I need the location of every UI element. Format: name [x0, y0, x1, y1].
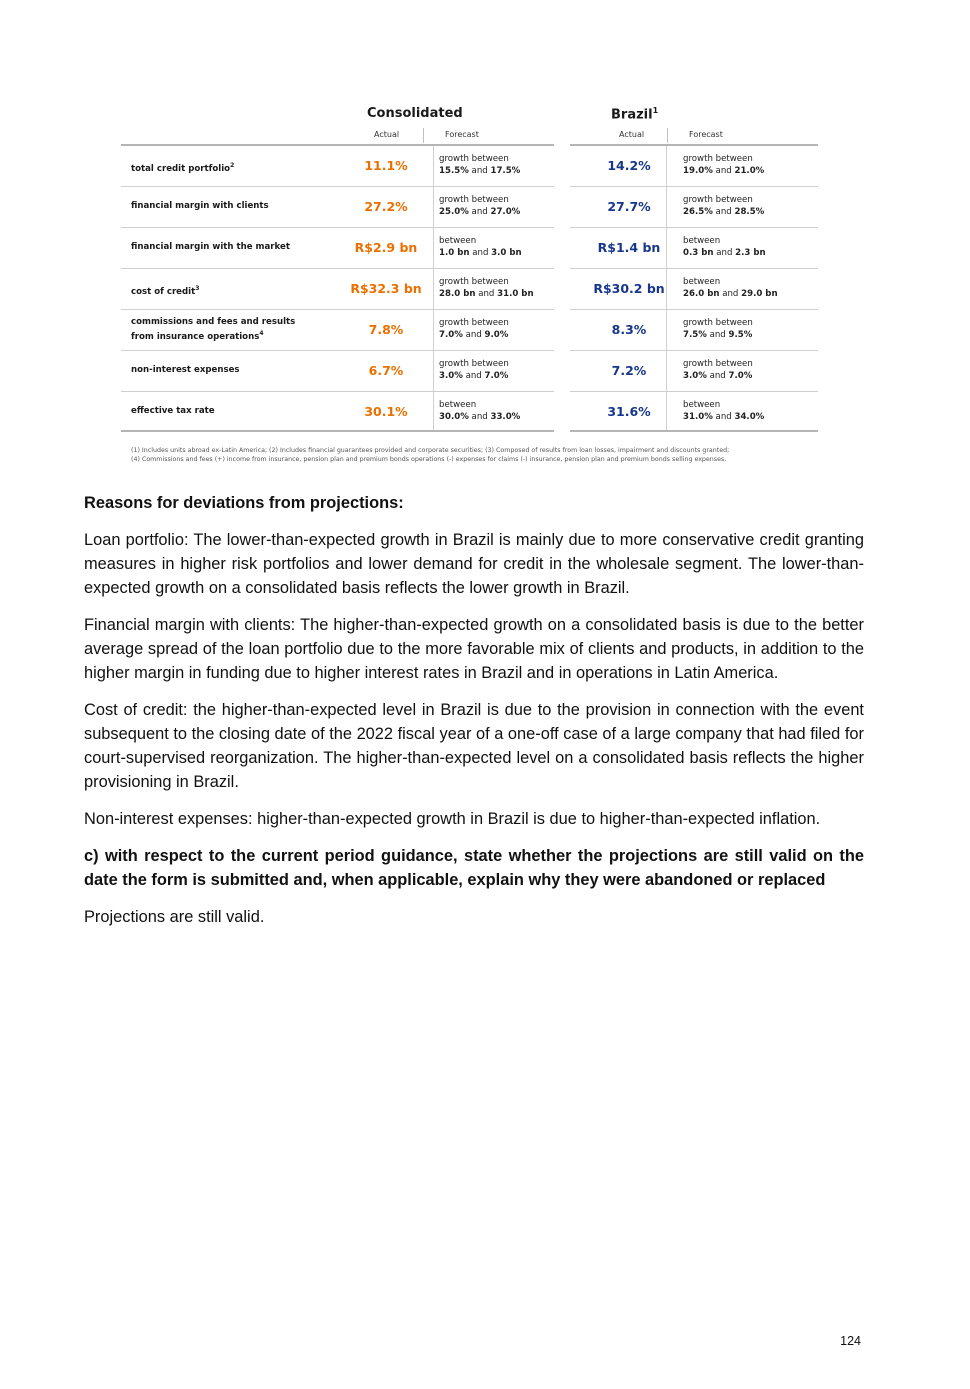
row-label-footnote: 3 [195, 285, 200, 292]
forecast-low: 26.5% [683, 207, 713, 217]
table-footnotes [131, 446, 831, 464]
forecast-column-line [666, 146, 667, 430]
forecast-line1: growth between [439, 359, 509, 369]
br-actual-value: R$1.4 bn [597, 240, 661, 255]
row-label-text: financial margin with clients [131, 201, 269, 211]
forecast-line1: growth between [683, 318, 753, 328]
row-separator [570, 268, 818, 269]
forecast-line2 [683, 288, 778, 300]
forecast-and: and [712, 166, 735, 176]
br-forecast [683, 276, 778, 300]
forecast-line1: growth between [439, 318, 509, 328]
brazil-title-footnote: 1 [652, 106, 659, 115]
forecast-and: and [719, 289, 742, 299]
cons-actual-header: Actual [374, 130, 400, 139]
row-label-text-line2: from insurance operations [131, 331, 260, 342]
cons-actual-value: 6.7% [368, 363, 404, 378]
body-text [84, 491, 864, 942]
row-label [131, 317, 295, 343]
forecast-and: and [712, 207, 735, 217]
forecast-line2 [439, 329, 509, 341]
row-label-text: commissions and fees and results [131, 317, 296, 327]
table-row [121, 392, 821, 430]
forecast-high: 29.0 bn [741, 289, 778, 299]
forecast-high: 7.0% [728, 371, 753, 381]
forecast-line1: between [683, 400, 721, 410]
forecast-line1: between [683, 277, 721, 287]
table-row [121, 269, 821, 309]
br-forecast [683, 194, 764, 218]
forecast-and: and [469, 248, 492, 258]
forecast-line1: growth between [683, 195, 753, 205]
forecast-high: 2.3 bn [735, 248, 766, 258]
forecast-line2 [683, 247, 766, 259]
section-heading: Reasons for deviations from projections: [84, 494, 404, 512]
forecast-low: 7.0% [439, 330, 463, 340]
consolidated-title: Consolidated [367, 106, 463, 121]
table-row [121, 310, 821, 351]
forecast-and: and [475, 289, 498, 299]
forecast-and: and [468, 166, 491, 176]
forecast-high: 34.0% [734, 412, 765, 422]
cons-forecast [439, 317, 509, 341]
row-label-text: non-interest expenses [131, 365, 240, 375]
forecast-high: 28.5% [734, 207, 765, 217]
forecast-and: and [468, 207, 491, 217]
forecast-low: 3.0% [439, 371, 463, 381]
forecast-line1: between [683, 236, 721, 246]
row-separator [570, 391, 818, 392]
forecast-low: 15.5% [439, 166, 469, 176]
section-heading-c: c) with respect to the current period guidance, state whether the projections are still valid on the date the form is submitted and, when applicable, explain why they were abandoned or replaced [84, 847, 864, 889]
forecast-low: 30.0% [439, 412, 469, 422]
forecast-low: 3.0% [683, 371, 707, 381]
row-label-text: effective tax rate [131, 406, 215, 416]
cons-forecast [439, 276, 534, 300]
br-actual-header: Actual [619, 130, 645, 139]
forecast-line1: between [439, 400, 477, 410]
forecast-low: 1.0 bn [439, 248, 470, 258]
row-label [131, 406, 215, 417]
forecast-line2 [683, 165, 764, 177]
paragraph-loan-portfolio: Loan portfolio: The lower-than-expected growth in Brazil is mainly due to more conservative credit granting measures in higher risk portfolios and lower demand for credit in the wholesale segment. The lower-than-expected growth on a consolidated basis reflects the lower growth in Brazil. [84, 531, 864, 597]
cons-forecast [439, 235, 522, 259]
br-forecast [683, 235, 766, 259]
br-actual-value: 7.2% [611, 363, 647, 378]
forecast-line2 [439, 370, 509, 382]
br-forecast [683, 358, 753, 382]
forecast-line2 [439, 411, 520, 423]
forecast-line1: growth between [439, 195, 509, 205]
br-forecast-header: Forecast [689, 130, 723, 139]
forecast-line2 [683, 411, 764, 423]
cons-actual-value: 30.1% [364, 404, 408, 419]
row-separator [121, 186, 554, 187]
cons-forecast [439, 153, 520, 177]
forecast-line1: growth between [683, 154, 753, 164]
cons-forecast [439, 194, 520, 218]
row-separator [121, 350, 554, 351]
row-separator [570, 227, 818, 228]
forecast-and: and [712, 412, 735, 422]
bottom-rule-consolidated [121, 430, 554, 432]
br-actual-value: 8.3% [611, 322, 647, 337]
header-divider [423, 128, 424, 143]
row-label [131, 242, 290, 253]
forecast-high: 17.5% [490, 166, 521, 176]
cons-forecast [439, 399, 520, 423]
paragraph-non-interest-expenses: Non-interest expenses: higher-than-expected growth in Brazil is due to higher-than-expected inflation. [84, 810, 821, 828]
forecast-line2 [683, 370, 753, 382]
row-label [131, 201, 269, 212]
br-actual-value: 31.6% [607, 404, 651, 419]
page-number: 124 [840, 1334, 861, 1348]
row-separator [121, 309, 554, 310]
forecast-and: and [462, 330, 485, 340]
cons-actual-value: R$32.3 bn [350, 281, 422, 296]
row-separator [570, 350, 818, 351]
table-row [121, 187, 821, 227]
bottom-rule-brazil [570, 430, 818, 432]
forecast-line2 [439, 247, 522, 259]
forecast-low: 0.3 bn [683, 248, 714, 258]
forecast-and: and [713, 248, 736, 258]
row-separator [570, 186, 818, 187]
forecast-high: 7.0% [484, 371, 509, 381]
brazil-title-text: Brazil [611, 107, 653, 123]
table-row [121, 351, 821, 391]
cons-forecast [439, 358, 509, 382]
row-label-text: cost of credit [131, 286, 196, 297]
forecast-line2 [439, 288, 534, 300]
row-separator [570, 309, 818, 310]
row-label [131, 283, 199, 298]
forecast-high: 31.0 bn [497, 289, 534, 299]
br-forecast [683, 317, 753, 341]
forecast-column-line [433, 146, 434, 430]
table-row [121, 228, 821, 268]
header-divider [667, 128, 668, 143]
forecast-line1: growth between [439, 277, 509, 287]
forecast-and: and [706, 371, 729, 381]
row-separator [121, 268, 554, 269]
forecast-high: 9.0% [484, 330, 509, 340]
forecast-line2 [439, 165, 520, 177]
paragraph-cost-of-credit: Cost of credit: the higher-than-expected level in Brazil is due to the provision in connection with the event subsequent to the closing date of the 2022 fiscal year of a one-off case of a large company that had filed for court-supervised reorganization. The higher-than-expected level on a consolidated basis reflects the higher provisioning in Brazil. [84, 701, 864, 791]
cons-actual-value: 11.1% [364, 158, 408, 173]
br-forecast [683, 153, 764, 177]
forecast-low: 7.5% [683, 330, 707, 340]
br-forecast [683, 399, 764, 423]
forecast-line1: between [439, 236, 477, 246]
forecast-low: 19.0% [683, 166, 713, 176]
forecast-high: 33.0% [490, 412, 521, 422]
forecast-low: 26.0 bn [683, 289, 720, 299]
forecast-high: 3.0 bn [491, 248, 522, 258]
paragraph-financial-margin: Financial margin with clients: The higher-than-expected growth on a consolidated basis is due to the better average spread of the loan portfolio due to the more favorable mix of clients and products, in addition to the higher margin in funding due to higher interest rates in Brazil and in operations in Latin America. [84, 616, 864, 682]
forecast-low: 28.0 bn [439, 289, 476, 299]
br-actual-value: 14.2% [607, 158, 651, 173]
paragraph-projections-valid: Projections are still valid. [84, 908, 265, 926]
footnote-line: (1) Includes units abroad ex-Latin America; (2) Includes financial guarantees provided and corporate securities; (3) Composed of results from loan losses, impairment and discounts granted; [131, 447, 730, 454]
forecast-line2 [683, 206, 764, 218]
forecast-line2 [683, 329, 753, 341]
row-separator [121, 227, 554, 228]
forecast-line1: growth between [683, 359, 753, 369]
forecast-and: and [706, 330, 729, 340]
br-actual-value: R$30.2 bn [593, 281, 665, 296]
forecast-line1: growth between [439, 154, 509, 164]
forecast-high: 21.0% [734, 166, 765, 176]
row-label-footnote: 4 [259, 330, 264, 337]
forecast-and: and [468, 412, 491, 422]
brazil-title [611, 106, 658, 122]
footnote-line: (4) Commissions and fees (+) income from insurance, pension plan and premium bonds operations (-) expenses for claims (-) insurance, pension plan and premium bonds selling expenses. [131, 456, 727, 463]
cons-actual-value: R$2.9 bn [354, 240, 418, 255]
row-label-text: financial margin with the market [131, 242, 290, 252]
row-label [131, 365, 240, 376]
forecast-and: and [462, 371, 485, 381]
forecast-high: 27.0% [490, 207, 521, 217]
cons-actual-value: 27.2% [364, 199, 408, 214]
forecast-low: 25.0% [439, 207, 469, 217]
br-actual-value: 27.7% [607, 199, 651, 214]
row-label-text: total credit portfolio [131, 163, 231, 174]
forecast-low: 31.0% [683, 412, 713, 422]
forecast-high: 9.5% [728, 330, 753, 340]
row-separator [121, 391, 554, 392]
cons-actual-value: 7.8% [368, 322, 404, 337]
cons-forecast-header: Forecast [445, 130, 479, 139]
row-label [131, 160, 234, 175]
row-label-footnote: 2 [230, 162, 235, 169]
table-row [121, 146, 821, 186]
forecast-line2 [439, 206, 520, 218]
